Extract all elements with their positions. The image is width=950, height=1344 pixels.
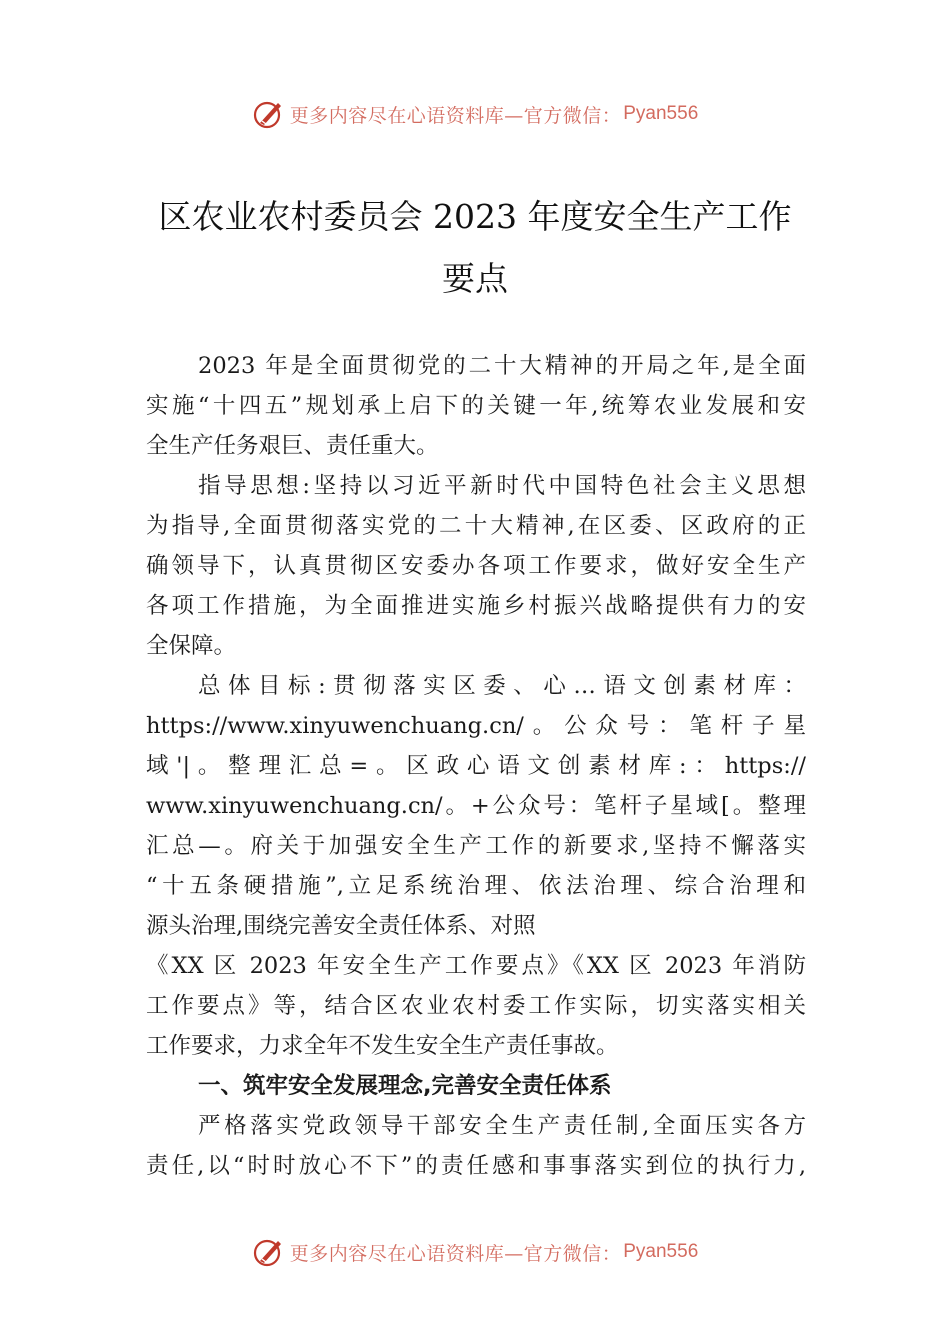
text-line: 各项工作措施，为全面推进实施乡村振兴战略提供有力的安 (146, 593, 806, 619)
text-line: 《XX 区 2023 年安全生产工作要点》《XX 区 2023 年消防 (146, 953, 806, 979)
title-line-2: 要点 (442, 259, 508, 298)
text-line: 汇总—。府关于加强安全生产工作的新要求,坚持不懈落实 (146, 833, 806, 859)
document-title (100, 186, 850, 310)
text-line: 指导思想:坚持以习近平新时代中国特色社会主义思想 (198, 473, 806, 499)
document-body (146, 346, 806, 1186)
text-line: www.xinyuwenchuang.cn/。+公众号：笔杆子星域[。整理 (146, 793, 806, 819)
text-line: 工作要求，力求全年不发生安全生产责任事故。 (146, 1033, 619, 1059)
watermark-handle: Pyan556 (623, 103, 699, 124)
watermark-handle: Pyan556 (623, 1241, 699, 1262)
title-line-1: 区农业农村委员会 2023 年度安全生产工作 (158, 197, 792, 236)
quill-logo-icon (252, 97, 286, 131)
watermark-text: 更多内容尽在心语资料库—官方微信： (289, 104, 622, 127)
text-line: 全保障。 (146, 633, 237, 659)
text-line: 域'|。整理汇总=。区政心语文创素材库:：https:// (146, 753, 806, 779)
watermark-banner-top (0, 94, 950, 134)
text-line: 2023 年是全面贯彻党的二十大精神的开局之年,是全面 (198, 353, 806, 379)
text-line: “十五条硬措施”,立足系统治理、依法治理、综合治理和 (146, 873, 806, 899)
text-line: 总体目标:贯彻落实区委、心…语文创素材库： (198, 673, 806, 699)
text-line: 为指导,全面贯彻落实党的二十大精神,在区委、区政府的正 (146, 513, 806, 539)
text-line: 实施“十四五”规划承上启下的关键一年,统筹农业发展和安 (146, 393, 806, 419)
text-line: 确领导下，认真贯彻区安委办各项工作要求，做好安全生产 (146, 553, 806, 579)
text-line: https://www.xinyuwenchuang.cn/。公众号：笔杆子星 (146, 713, 806, 739)
section-heading: 一、筑牢安全发展理念,完善安全责任体系 (198, 1073, 612, 1099)
text-line: 全生产任务艰巨、责任重大。 (146, 433, 439, 459)
text-line: 严格落实党政领导干部安全生产责任制,全面压实各方 (198, 1113, 806, 1139)
text-line: 工作要点》等，结合区农业农村委工作实际，切实落实相关 (146, 993, 806, 1019)
quill-logo-icon (252, 1235, 286, 1269)
watermark-text: 更多内容尽在心语资料库—官方微信： (289, 1242, 622, 1265)
watermark-banner-bottom (0, 1232, 950, 1272)
text-line: 责任,以“时时放心不下”的责任感和事事落实到位的执行力, (146, 1153, 806, 1179)
text-line: 源头治理,围绕完善安全责任体系、对照 (146, 913, 536, 939)
